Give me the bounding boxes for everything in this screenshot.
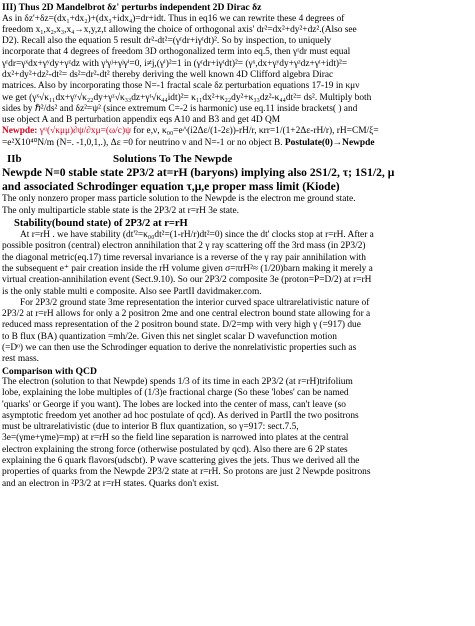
text-line: asymptotic freedom yet another ad hoc postulate of qcd). As derived in PartII the two positrons [2,410,359,421]
section-iib-heading [2,152,473,166]
text-line: possible positron (central) electron annihilation that 2 γ ray scattering off the 3rd mass (in 2P3/2) [2,241,366,252]
text-line: D2). Recall also the equation 5 result dr²-dt²=(γʳdr+iγᵗdt)². So by inspection, to uniquely [2,36,332,47]
text-line: freedom x₁,x₂,x₃,x₄→x,y,z,t allowing the choice of orthogonal axis' dr²=dx²+dy²+dz².(Also see [2,24,357,35]
text-line: dx²+dy²+dz²-dt²= ds²=dr²-dt² thereby deriving the well known 4D Clifford algebra Dirac [2,69,334,80]
subsection-title-line-2: and associated Schrodinger equation τ,μ,e proper mass limit (Kiode) [2,180,340,194]
paragraph-ground-state [2,298,473,366]
text-line: properties of quarks from the Newpde 2P3/2 state at r=rH. So protons are just 2 Newpde positrons [2,467,371,478]
subsection-title-line-1: Newpde N=0 stable state 2P3/2 at=rH (baryons) implying also 2S1/2, τ; 1S1/2, μ [2,166,395,180]
text-line: explaining the 6 quark flavors(udscbt). P wave scattering gives the jets. Thus we derived all the [2,456,360,466]
text-line: we get (γˣ√κ₁₁dx+γʸ√κ₂₂dy+γᶻ√κ₃₃dz+γᵗ√κ₄₄idt)²= κ₁₁dx²+κ₂₂dy²+κ₃₃dz²-κ₄₄dt²= ds². Multiply both [2,92,372,103]
qcd-heading: Comparison with QCD [2,365,97,377]
newpde-definitions: for e,ν, κ₀₀=e^(i2Δε/(1-2ε))-rH/r, κrr=1/(1+2Δε-rH/r), rH=CM/ξ= [130,126,379,137]
text-line: incorporate that 4 degrees of freedom 3D orthogonalized term into eq.5, then γʳdr must equal [2,47,351,58]
text-line: 3e=(γme+γme)=mp) at r=rH so the field line separation is narrowed into plates at the central [2,433,349,444]
section-iii-heading: III) Thus 2D Mandelbrot δz' perturbs independent 2D Dirac δz [2,2,262,13]
text-line: matrices. Also by incorporating those N=-1 fractal scale δz perturbation equations 17-19 in κμν [2,81,360,92]
text-line: (=Dᵒ) we can then use the Schrodinger equation to derive the nonrelativistic properties such as [2,343,357,354]
text-line: sides by ℏ²/ds² and δz²=ψ² (since extremum C=-2 is harmonic) use eq.11 inside brackets( ) and [2,103,358,114]
text-line: At r=rH . we have stability (dt'²=κ₀₀dt²=(1-rH/r)dt²=0) since the dt' clocks stop at r=rH. After a [20,230,374,241]
text-line: and an electron in ²P3/2 at r=rH states. Quarks don't exist. [2,478,220,489]
text-line: The only multiparticle stable state is the 2P3/2 at r=rH 3e state. [2,205,239,216]
text-line: must be ultrarelativistic (due to interior B flux quantization, so γ=917: sect.7.5, [2,422,299,433]
text-line: use object A and B perturbation appendix eqs A10 and B3 and get 4D QM [2,115,281,126]
paragraph-stability [2,230,473,298]
text-line: is the only stable multi e composite. Also see PartII davidmaker.com. [2,286,262,297]
text-line: virtual creation-annihilation event (Sect.9.10). So our 2P3/2 composite 3e (proton=P=D/2) at r=rH [2,275,372,286]
newpde-label: Newpde: [2,126,38,137]
paragraph-dirac-derivation [2,14,473,127]
text-line: The only nonzero proper mass particle solution to the Newpde is the electron me ground state. [2,194,356,205]
newpde-constants: =e²X10⁴⁰N/m (N=. -1,0,1,.), Δε =0 for neutrino ν and N=-1 or no object B. [2,137,283,148]
section-number: IIb [7,153,22,166]
paragraph-qcd [2,377,473,490]
text-line: the diagonal metric(eq.17) time reversal invariance is a reverse of the γ ray pair annihilation with [2,252,366,263]
section-title: Solutions To The Newpde [113,153,233,166]
text-line: As in δz'+δz=(dx₁+dx₂)+(dx₃+idx₄)=dr+idt. Thus in eq16 we can rewrite these 4 degrees of [2,13,345,24]
text-line: reduced mass representation of the 2 positron bound state. D/2=mp with very high γ (=917) due [2,320,361,331]
newpde-equation-line-2 [2,138,473,149]
newpde-equation: γᵘ(√κμμ)∂ψ/∂xμ=(ω/c)ψ [37,126,131,137]
newpde-equation-line [2,126,473,137]
stability-heading: Stability(bound state) of 2P3/2 at r=rH [14,218,188,230]
text-line: lobe, explaining the lobe multiples of (1/3)e fractional charge (So these 'lobes' can be named [2,388,349,399]
text-line: 2P3/2 at r=rH allows for only a 2 positron 2me and one central electron bound state allowing for a [2,309,371,320]
text-line: rest mass. [2,354,39,365]
text-line: to B flux (BA) quantization =mh/2e. Given this net singlet scalar D wavefunction motion [2,331,337,342]
text-line: The electron (solution to that Newpde) spends 1/3 of its time in each 2P3/2 (at r=rH)trifolium [2,376,353,387]
text-line: electron explaining the strong force (otherwise postulated by qcd). Also there are 6 2P states [2,444,348,455]
text-line: For 2P3/2 ground state 3me representation the interior curved space ultrarelativistic nature of [20,297,370,308]
text-line: the subsequent e⁺ pair creation inside the rH volume given σ=πrH²≈ (1/20)barn making it merely a [2,263,373,274]
text-line: 'quarks' or George if you want). The lobes are locked into the center of mass, can't leave (so [2,399,346,410]
postulate-label: Postulate(0)→Newpde [284,137,375,148]
text-line: γʳdr=γˣdx+γʸdy+γᶻdz with γⁱγʲ+γʲγⁱ=0, i≠j,(γⁱ)²=1 in (γʳdr+iγᵗdt)²= (γˣ,dx+γʸdy+γᶻdz+γᵗ+idt)²= [2,58,348,69]
